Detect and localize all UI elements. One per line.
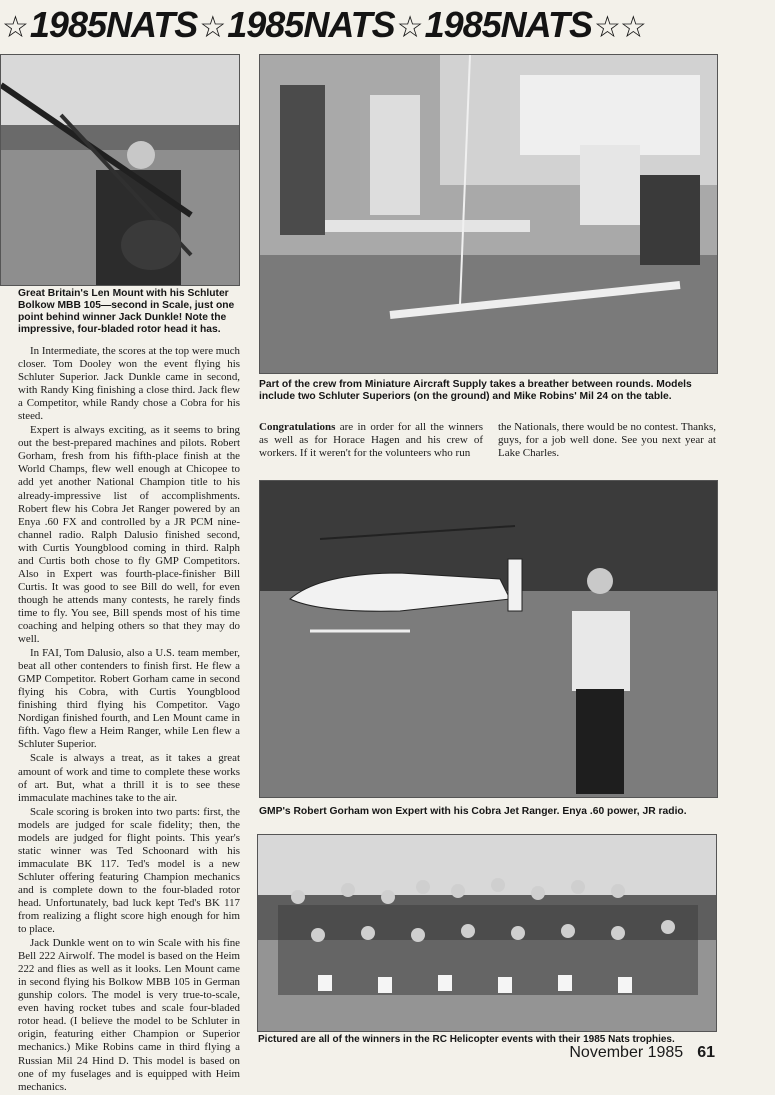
article-closing-paragraph — [259, 421, 483, 460]
article-closing-bold: Congratulations — [259, 421, 336, 433]
banner-title: 1985NATS — [424, 4, 592, 45]
banner-star-icon: ☆ — [2, 11, 28, 44]
banner-star-icon: ☆☆ — [593, 11, 646, 44]
banner-star-icon: ☆ — [199, 11, 226, 44]
article-paragraph: In Intermediate, the scores at the top were much closer. Tom Dooley won the event flying his Schluter Superior. Jack Dunkle came in second, with Randy King finishing a close third. Jack flew a Competitor, while Randy chose a Cobra for his steed. — [18, 345, 240, 423]
article-paragraph: Scale scoring is broken into two parts: first, the models are judged for scale fidelity; then, the models are judged for flight points. This year's static winner was Ted Schoonard with his immaculate BK 117. Ted's model is a new Schluter offering featuring Champion mechanics and is complete down to the four-bladed rotor head. Unfortunately, bad luck kept Ted's BK 117 from realizing a flight score high enough for him to place. — [18, 805, 240, 936]
article-paragraph: Jack Dunkle went on to win Scale with his fine Bell 222 Airwolf. The model is based on the Heim 222 and flies as well as it looks. Len Mount came in second flying his Bolkow MBB 105 in German gunship colors. The model is very true-to-scale, even having rocket tubes and scale four-bladed rotor head. (I believe the model to be Schluter in origin, featuring either Champion or Superior mechanics.) Mike Robins came in third flying a Russian Mil 24 Hind D. This model is based on one of my fuselages and is equipped with Heim mechanics. — [18, 937, 240, 1093]
caption-gorham: GMP's Robert Gorham won Expert with his Cobra Jet Ranger. Enya .60 power, JR radio. — [259, 806, 687, 817]
caption-winners: Pictured are all of the winners in the RC Helicopter events with their 1985 Nats trophies. — [258, 1034, 675, 1045]
article-paragraph: Expert is always exciting, as it seems to bring out the best-prepared machines and pilots. Robert Gorham, fresh from his fifth-place finish at the World Champs, flew well enough at Chicopee to add yet another National Champion title to his already-impressive list of accomplishments. Robert flew his Cobra Jet Ranger powered by an Enya .60 FX and controlled by a JR PCM nine-channel radio. Ralph Dalusio finished second, with Curtis Youngblood coming in third. Ralph and Curtis both chose to fly GMP Competitors. Also in Expert was fourth-place-finisher Bill Curtis. It was good to see Bill do well, for even though he attends many contests, he rarely finds time to fly. You see, Bill spends most of his time coaching and helping others so that they may do well. — [18, 424, 240, 646]
article-paragraph: In FAI, Tom Dalusio, also a U.S. team member, beat all other contenders to finish first. He flew a GMP Competitor. Robert Gorham came in second flying his Cobra, with Curtis Youngblood finishing third flying his Competitor. Vago Nordigan finished fourth, and Len Mount came in fifth. Vago flew a Heim Ranger, while Len flew a Schluter Superior. — [18, 647, 240, 751]
article-left-column — [18, 345, 240, 1095]
banner-title: 1985NATS — [29, 4, 198, 45]
page-number: 61 — [697, 1044, 715, 1061]
banner-star-icon: ☆ — [396, 11, 423, 44]
photo-len-mount-illustration — [1, 55, 239, 285]
article-closing-column-b — [498, 421, 716, 461]
page-footer — [569, 1044, 715, 1062]
article-closing-text: are in order for all the winners as well as for Horace Hagen and his crew of workers. If it weren't for the volunteers who run — [259, 421, 483, 460]
photo-gorham-illustration — [260, 481, 717, 797]
photo-len-mount — [0, 54, 240, 286]
article-paragraph: Scale is always a treat, as it takes a great amount of work and time to complete these works of art. But, what a thrill it is to see these immaculate machines take to the air. — [18, 752, 240, 804]
article-closing-paragraph: the Nationals, there would be no contest. Thanks, guys, for a job well done. See you next year at Lake Charles. — [498, 421, 716, 460]
article-closing-column-a — [259, 421, 483, 461]
caption-crew: Part of the crew from Miniature Aircraft Supply takes a breather between rounds. Models include two Schluter Superiors (on the ground) and Mike Robins' Mil 24 on the table. — [259, 379, 692, 402]
page-banner — [0, 2, 775, 48]
banner-title: 1985NATS — [227, 4, 395, 45]
footer-issue: November 1985 — [569, 1044, 684, 1061]
photo-crew — [259, 54, 718, 374]
caption-len-mount: Great Britain's Len Mount with his Schluter Bolkow MBB 105—second in Scale, just one point behind winner Jack Dunkle! Note the impressive, four-bladed rotor head it has. — [18, 288, 235, 335]
photo-crew-illustration — [260, 55, 717, 373]
photo-winners — [257, 834, 717, 1032]
photo-winners-illustration — [258, 835, 716, 1031]
photo-gorham — [259, 480, 718, 798]
